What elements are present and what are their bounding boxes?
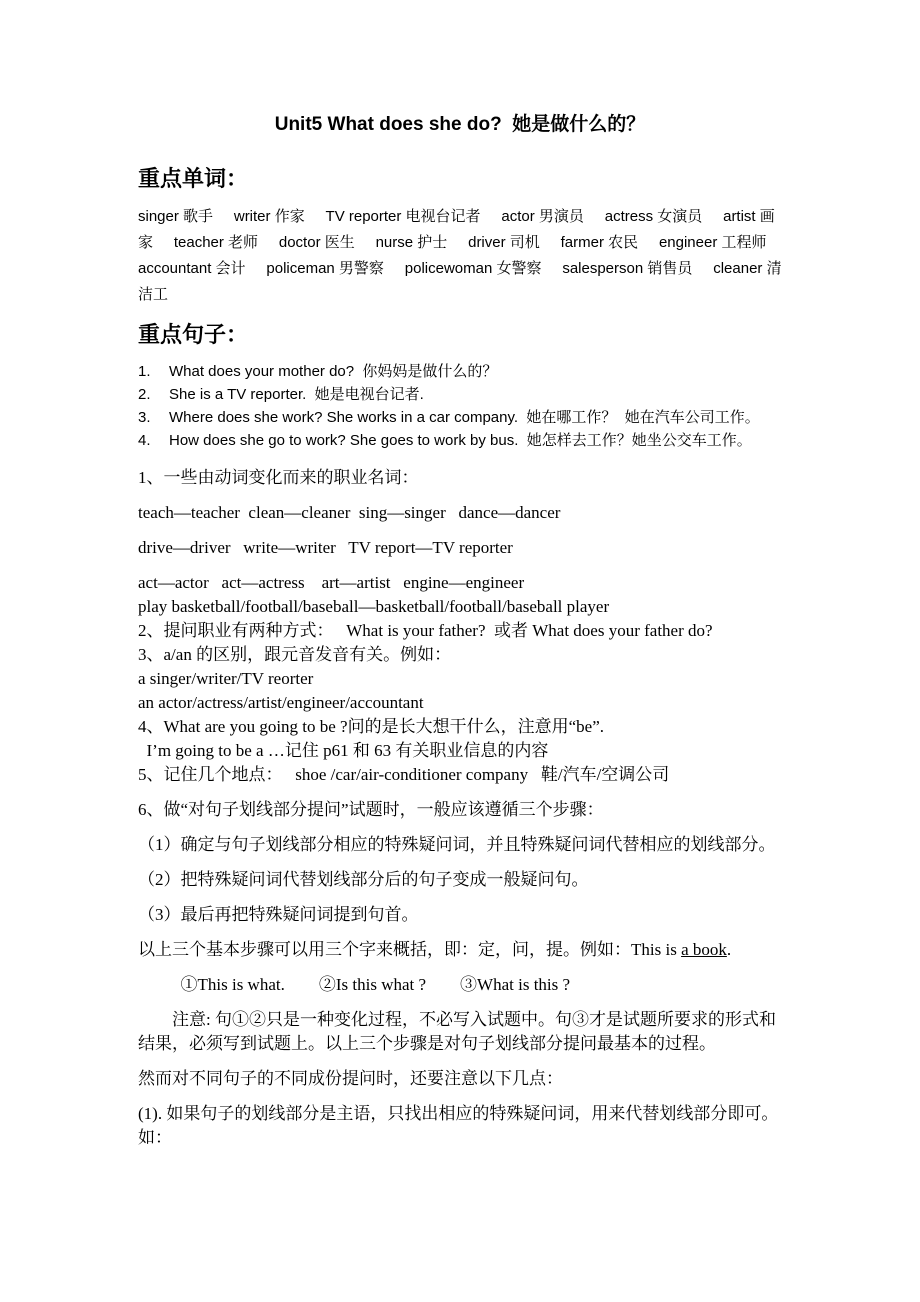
para-summary-example [138, 938, 782, 962]
sentence-number: 2. [138, 386, 151, 403]
para-a-an-example: an actor/actress/artist/engineer/accountant [138, 693, 424, 712]
para-going-to-be-answer: I’m going to be a …记住 p61 和 63 有关职业信息的内容 [138, 741, 549, 760]
para-derivation-examples: drive—driver write—writer TV report—TV reporter [138, 538, 513, 557]
para-a-an-rule: 3、a/an 的区别，跟元音发音有关。例如： [138, 645, 452, 664]
para-derivation-examples: play basketball/football/baseball—basketball/football/baseball player [138, 597, 610, 616]
underlined-example-text: a book [681, 940, 727, 959]
sentence-text: How does she go to work? She goes to work by bus. 她怎样去工作？她坐公交车工作。 [169, 432, 752, 449]
para-company-places: 5、记住几个地点： shoe /car/air-conditioner company 鞋/汽车/空调公司 [138, 765, 670, 784]
para-transform-steps: ①This is what. ②Is this what ? ③What is this ? [138, 975, 571, 994]
key-sentence-item [138, 360, 782, 383]
sentence-number: 3. [138, 409, 151, 426]
sentence-text: She is a TV reporter. 她是电视台记者. [169, 386, 424, 403]
sentence-number: 1. [138, 363, 151, 380]
para-derivation-examples: teach—teacher clean—cleaner sing—singer dance—dancer [138, 503, 561, 522]
key-words-paragraph: singer 歌手 writer 作家 TV reporter 电视台记者 actor 男演员 actress 女演员 artist 画家 teacher 老师 doctor 医生 nurse 护士 driver 司机 farmer 农民 engineer 工程师 accountant 会计 policeman 男警察 policewoman 女警察 salesperson 销售员 cleaner 清洁工 [138, 208, 788, 303]
para-a-an-example: a singer/writer/TV reorter [138, 669, 314, 688]
key-sentence-item [138, 406, 782, 429]
document-title: Unit5 What does she do? 她是做什么的？ [274, 114, 646, 135]
summary-example-period: . [726, 940, 732, 959]
para-ask-occupation: 2、提问职业有两种方式： What is your father? 或者 What does your father do? [138, 621, 713, 640]
para-step-1: （1）确定与句子划线部分相应的特殊疑问词，并且特殊疑问词代替相应的划线部分。 [138, 835, 776, 854]
sentence-text: Where does she work? She works in a car company. 她在哪工作？ 她在汽车公司工作。 [169, 409, 760, 426]
sentence-number: 4. [138, 432, 151, 449]
para-step-3: （3）最后再把特殊疑问词提到句首。 [138, 905, 419, 924]
para-occupation-nouns-intro: 1、一些由动词变化而来的职业名词： [138, 468, 419, 487]
section-heading-key-words: 重点单词： [138, 166, 249, 191]
para-derivation-examples: act—actor act—actress art—artist engine—engineer [138, 573, 525, 592]
para-however: 然而对不同句子的不同成份提问时，还要注意以下几点： [138, 1069, 563, 1088]
summary-example-text: 以上三个基本步骤可以用三个字来概括，即：定，问，提。例如：This is [138, 940, 682, 959]
section-heading-key-sentences: 重点句子： [138, 322, 249, 347]
para-step-2: （2）把特殊疑问词代替划线部分后的句子变成一般疑问句。 [138, 870, 589, 889]
para-note: 注意: 句①②只是一种变化过程，不必写入试题中。句③才是试题所要求的形式和结果，必须写到试题上。以上三个步骤是对句子划线部分提问最基本的过程。 [138, 1010, 776, 1053]
sentence-text: What does your mother do? 你妈妈是做什么的？ [169, 363, 498, 380]
key-sentence-item [138, 429, 782, 452]
para-point-1: (1). 如果句子的划线部分是主语，只找出相应的特殊疑问词，用来代替划线部分即可。如： [138, 1104, 779, 1147]
key-sentence-list [138, 360, 782, 452]
key-sentence-item [138, 383, 782, 406]
para-underline-question-intro: 6、做“对句子划线部分提问”试题时，一般应该遵循三个步骤： [138, 800, 604, 819]
para-going-to-be: 4、What are you going to be ?问的是长大想干什么，注意用“be”. [138, 717, 604, 736]
